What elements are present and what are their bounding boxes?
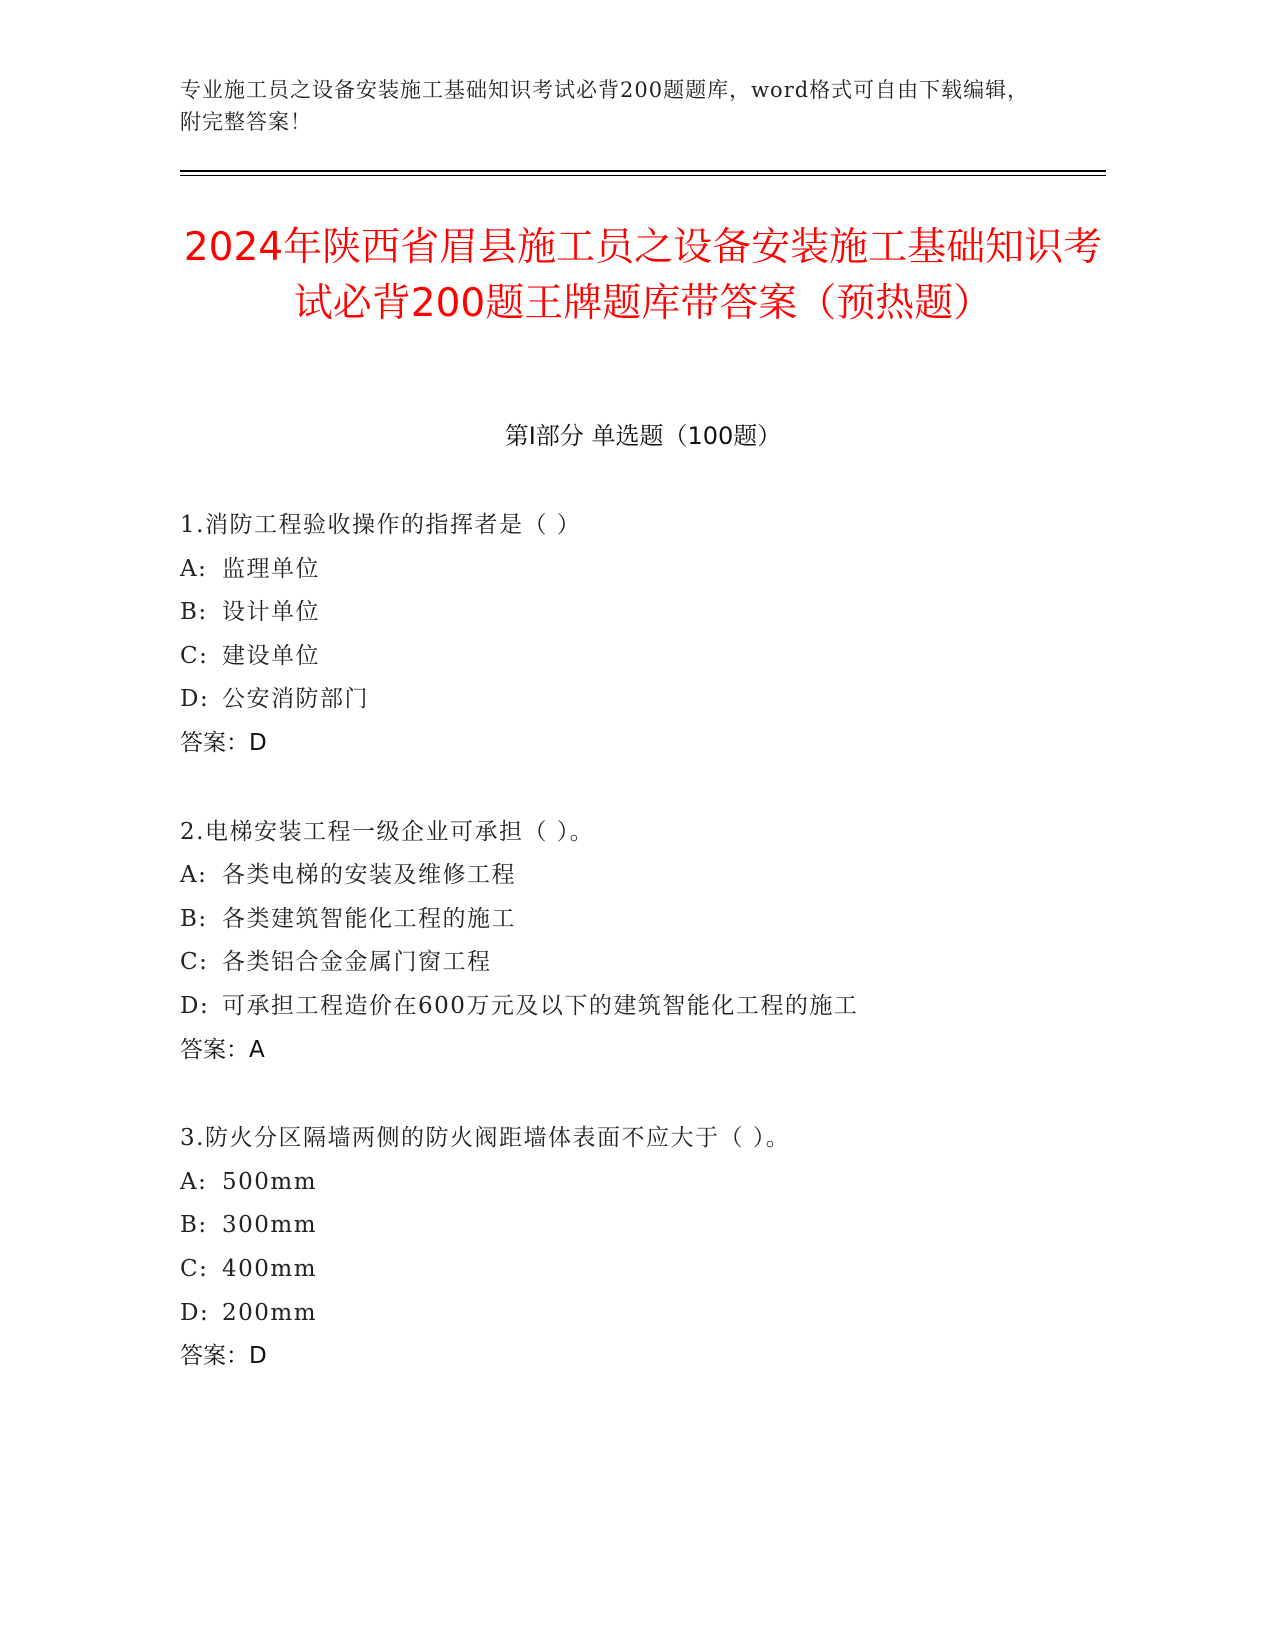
option-a <box>180 548 1106 592</box>
header-rule-thin <box>180 175 1106 176</box>
option-text: 可承担工程造价在600万元及以下的建筑智能化工程的施工 <box>222 992 859 1019</box>
option-text: 200mm <box>222 1299 318 1326</box>
option-key: A: <box>180 862 208 889</box>
header-note: 专业施工员之设备安装施工基础知识考试必背200题题库，word格式可自由下载编辑，附完整答案！ <box>180 78 1030 134</box>
option-key: B: <box>180 1212 208 1239</box>
option-key: A: <box>180 1168 208 1195</box>
answer-line: 答案：D <box>180 729 267 756</box>
answer-line: 答案：A <box>180 1036 265 1063</box>
option-key: C: <box>180 1255 209 1282</box>
option-text: 设计单位 <box>222 599 320 626</box>
option-c <box>180 1248 1106 1292</box>
section-heading: 第I部分 单选题（100题） <box>504 422 782 450</box>
question-stem: 1.消防工程验收操作的指挥者是（ ） <box>180 512 582 538</box>
question-stem: 3.防火分区隔墙两侧的防火阀距墙体表面不应大于（ ）。 <box>180 1125 791 1152</box>
option-b <box>180 898 1106 942</box>
header-rule-thick <box>180 170 1106 172</box>
option-b <box>180 1204 1106 1248</box>
option-text: 500mm <box>222 1168 318 1195</box>
option-a <box>180 854 1106 898</box>
option-b <box>180 591 1106 635</box>
option-text: 建设单位 <box>222 642 320 669</box>
option-key: D: <box>180 1299 210 1326</box>
question-item <box>180 1117 1106 1379</box>
option-key: C: <box>180 949 209 976</box>
answer-line: 答案：D <box>180 1343 267 1370</box>
option-key: A: <box>180 555 208 582</box>
option-key: D: <box>180 992 210 1019</box>
option-d <box>180 985 1106 1029</box>
option-text: 各类建筑智能化工程的施工 <box>222 905 516 932</box>
option-text: 300mm <box>222 1212 318 1239</box>
option-c <box>180 941 1106 985</box>
option-key: C: <box>180 642 209 669</box>
question-stem: 2.电梯安装工程一级企业可承担（ ）。 <box>180 818 595 845</box>
option-c <box>180 635 1106 679</box>
option-text: 各类电梯的安装及维修工程 <box>222 862 516 889</box>
option-a <box>180 1161 1106 1205</box>
document-title: 2024年陕西省眉县施工员之设备安装施工基础知识考试必背200题王牌题库带答案（预热题） <box>183 225 1103 326</box>
option-key: D: <box>180 686 210 713</box>
option-d <box>180 678 1106 722</box>
option-text: 400mm <box>222 1255 318 1282</box>
question-item <box>180 811 1106 1073</box>
option-d <box>180 1292 1106 1336</box>
option-key: B: <box>180 599 208 626</box>
question-item <box>180 504 1106 766</box>
option-text: 各类铝合金金属门窗工程 <box>222 949 492 976</box>
option-text: 公安消防部门 <box>222 686 369 713</box>
question-list <box>180 504 1106 1424</box>
option-text: 监理单位 <box>222 555 320 582</box>
option-key: B: <box>180 905 208 932</box>
